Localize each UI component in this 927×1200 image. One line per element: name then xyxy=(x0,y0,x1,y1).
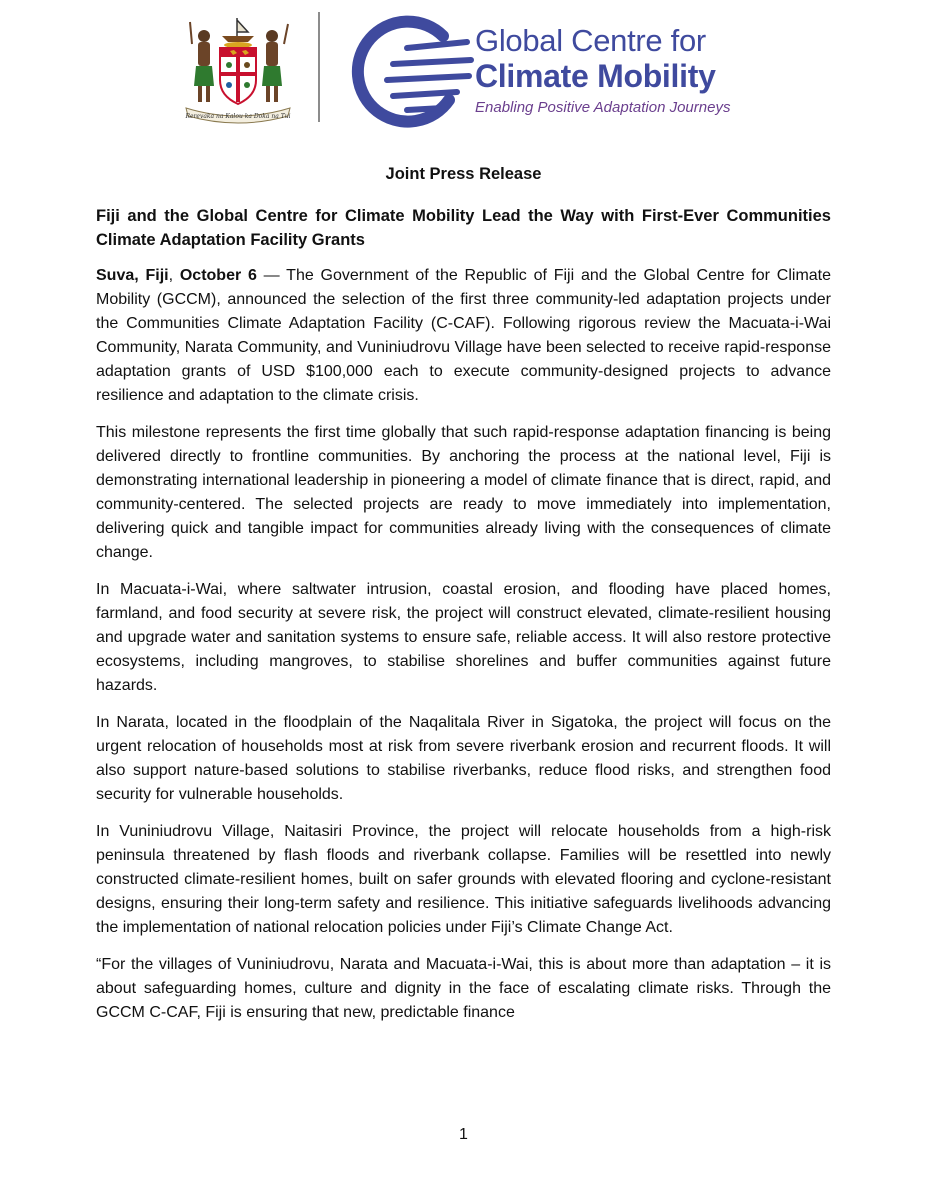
document-title: Joint Press Release xyxy=(385,165,542,183)
org-tagline: Enabling Positive Adaptation Journeys xyxy=(475,99,731,116)
paragraph-1-text: — The Government of the Republic of Fiji and the Global Centre for Climate Mobility (GCCM), announced the selection of the first three community-led adaptation projects under the Communities Climate Adaptation Facility (C-CAF). Following rigorous review the Macuata-i-Wai Community, Narata Community, and Vuniniudrovu Village have been selected to receive rapid-response adaptation grants of USD $100,000 each to execute community-designed projects to advance resilience and adaptation to the climate crisis. xyxy=(96,267,832,404)
dateline-separator: , xyxy=(168,267,180,284)
paragraph-2: This milestone represents the first time globally that such rapid-response adaptation financing is being delivered directly to frontline communities. By anchoring the process at the national level, Fiji is demonstrating international leadership in pioneering a model of climate finance that is direct, rapid, and community-centered. The selected projects are ready to move immediately into implementation, delivering quick and tangible impact for communities already living with the consequences of climate change. xyxy=(96,424,831,561)
release-date: October 6 xyxy=(179,267,257,284)
letterhead xyxy=(0,0,927,140)
logo-divider xyxy=(318,12,320,122)
fiji-coat-of-arms-logo xyxy=(182,14,294,124)
page-number: 1 xyxy=(459,1126,468,1143)
paragraph-3: In Macuata-i-Wai, where saltwater intrusion, coastal erosion, and flooding have placed homes, farmland, and food security at severe risk, the project will construct elevated, climate-resilient housing and upgrade water and sanitation systems to ensure safe, reliable access. It will also restore protective ecosystems, including mangroves, to stabilise shorelines and buffer communities against future hazards. xyxy=(96,581,831,694)
paragraph-4: In Narata, located in the floodplain of the Naqalitala River in Sigatoka, the project will focus on the urgent relocation of households most at risk from severe riverbank erosion and recurrent floods. It will also support nature-based solutions to stabilise riverbanks, reduce flood risks, and strengthen food security for vulnerable households. xyxy=(96,714,831,803)
gccm-globe-logo xyxy=(345,14,475,132)
org-name-line2: Climate Mobility xyxy=(475,58,716,94)
paragraph-5: In Vuniniudrovu Village, Naitasiri Province, the project will relocate households from a high-risk peninsula threatened by flash floods and riverbank collapse. Families will be resettled into newly constructed climate-resilient homes, built on safer grounds with elevated flooring and cyclone-resistant designs, ensuring their long-term safety and resilience. This initiative safeguards livelihoods advancing the implementation of national relocation policies under Fiji’s Climate Change Act. xyxy=(96,823,831,936)
press-release-body xyxy=(96,264,831,1038)
paragraph-1 xyxy=(96,264,831,408)
svg-text:Rerevaka na Kalou ka Doka na T: Rerevaka na Kalou ka Doka na Tui xyxy=(185,113,291,120)
org-name-block xyxy=(475,24,795,119)
org-name-line1: Global Centre for xyxy=(475,23,706,58)
paragraph-6: “For the villages of Vuniniudrovu, Narata and Macuata-i-Wai, this is about more than adaptation – it is about safeguarding homes, culture and dignity in the face of escalating climate risks. Through the GCCM C-CAF, Fiji is ensuring that new, predictable finance xyxy=(96,956,831,1021)
dateline: Suva, Fiji xyxy=(96,267,169,284)
press-release-headline: Fiji and the Global Centre for Climate Mobility Lead the Way with First-Ever Communities Climate Adaptation Facility Grants xyxy=(96,207,831,249)
